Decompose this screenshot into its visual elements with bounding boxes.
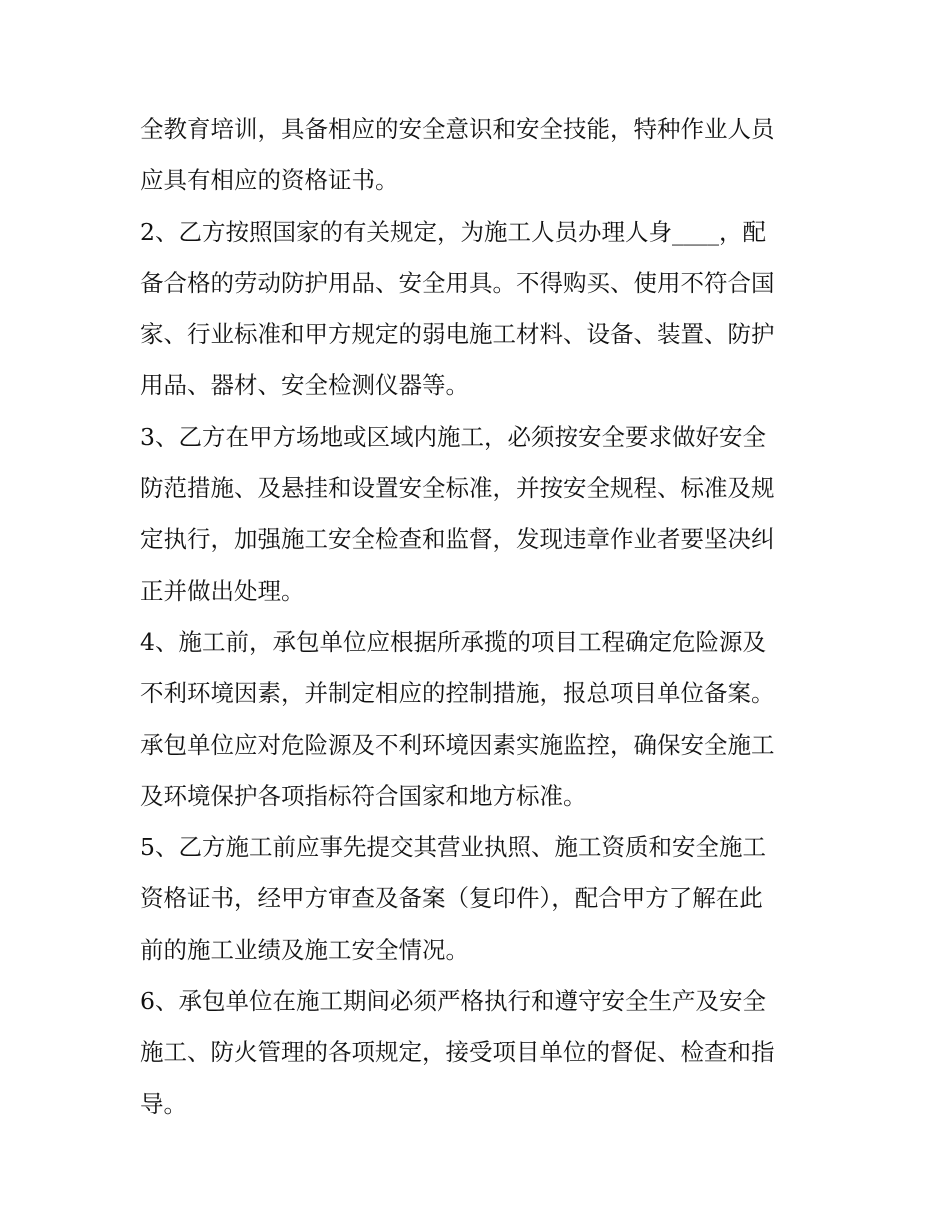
text-line: 家、行业标准和甲方规定的弱电施工材料、设备、装置、防护 [140, 320, 775, 349]
text-line: 资格证书，经甲方审查及备案（复印件），配合甲方了解在此 [140, 884, 763, 913]
text-line: 导。 [140, 1089, 187, 1118]
text-line: 全教育培训，具备相应的安全意识和安全技能，特种作业人员 [140, 115, 775, 143]
text-line: 施工、防火管理的各项规定，接受项目单位的督促、检查和指 [140, 1038, 775, 1067]
text-line: 定执行，加强施工安全检查和监督，发现违章作业者要坚决纠 [140, 525, 775, 554]
text-line: 3、乙方在甲方场地或区域内施工，必须按安全要求做好安全 [140, 422, 766, 451]
paragraph-item-4 [140, 617, 820, 822]
paragraph-item-2 [140, 207, 820, 412]
paragraph-continuation [140, 104, 820, 207]
document-body [140, 104, 820, 1130]
text-line: 6、承包单位在施工期间必须严格执行和遵守安全生产及安全 [140, 987, 766, 1016]
text-line: 备合格的劳动防护用品、安全用具。不得购买、使用不符合国 [140, 268, 775, 297]
text-line: 及环境保护各项指标符合国家和地方标准。 [140, 781, 587, 810]
paragraph-item-6 [140, 976, 820, 1130]
text-line: 2、乙方按照国家的有关规定，为施工人员办理人身____，配 [140, 217, 766, 246]
text-line: 正并做出处理。 [140, 576, 305, 605]
text-line: 承包单位应对危险源及不利环境因素实施监控，确保安全施工 [140, 730, 775, 759]
text-line: 4、施工前，承包单位应根据所承揽的项目工程确定危险源及 [140, 627, 766, 656]
text-line: 前的施工业绩及施工安全情况。 [140, 935, 469, 964]
text-line: 不利环境因素，并制定相应的控制措施，报总项目单位备案。 [140, 679, 775, 708]
text-line: 应具有相应的资格证书。 [140, 166, 399, 195]
text-line: 用品、器材、安全检测仪器等。 [140, 371, 469, 400]
paragraph-item-5 [140, 822, 820, 976]
text-line: 防范措施、及悬挂和设置安全标准，并按安全规程、标准及规 [140, 474, 775, 503]
paragraph-item-3 [140, 412, 820, 617]
text-line: 5、乙方施工前应事先提交其营业执照、施工资质和安全施工 [140, 833, 766, 862]
